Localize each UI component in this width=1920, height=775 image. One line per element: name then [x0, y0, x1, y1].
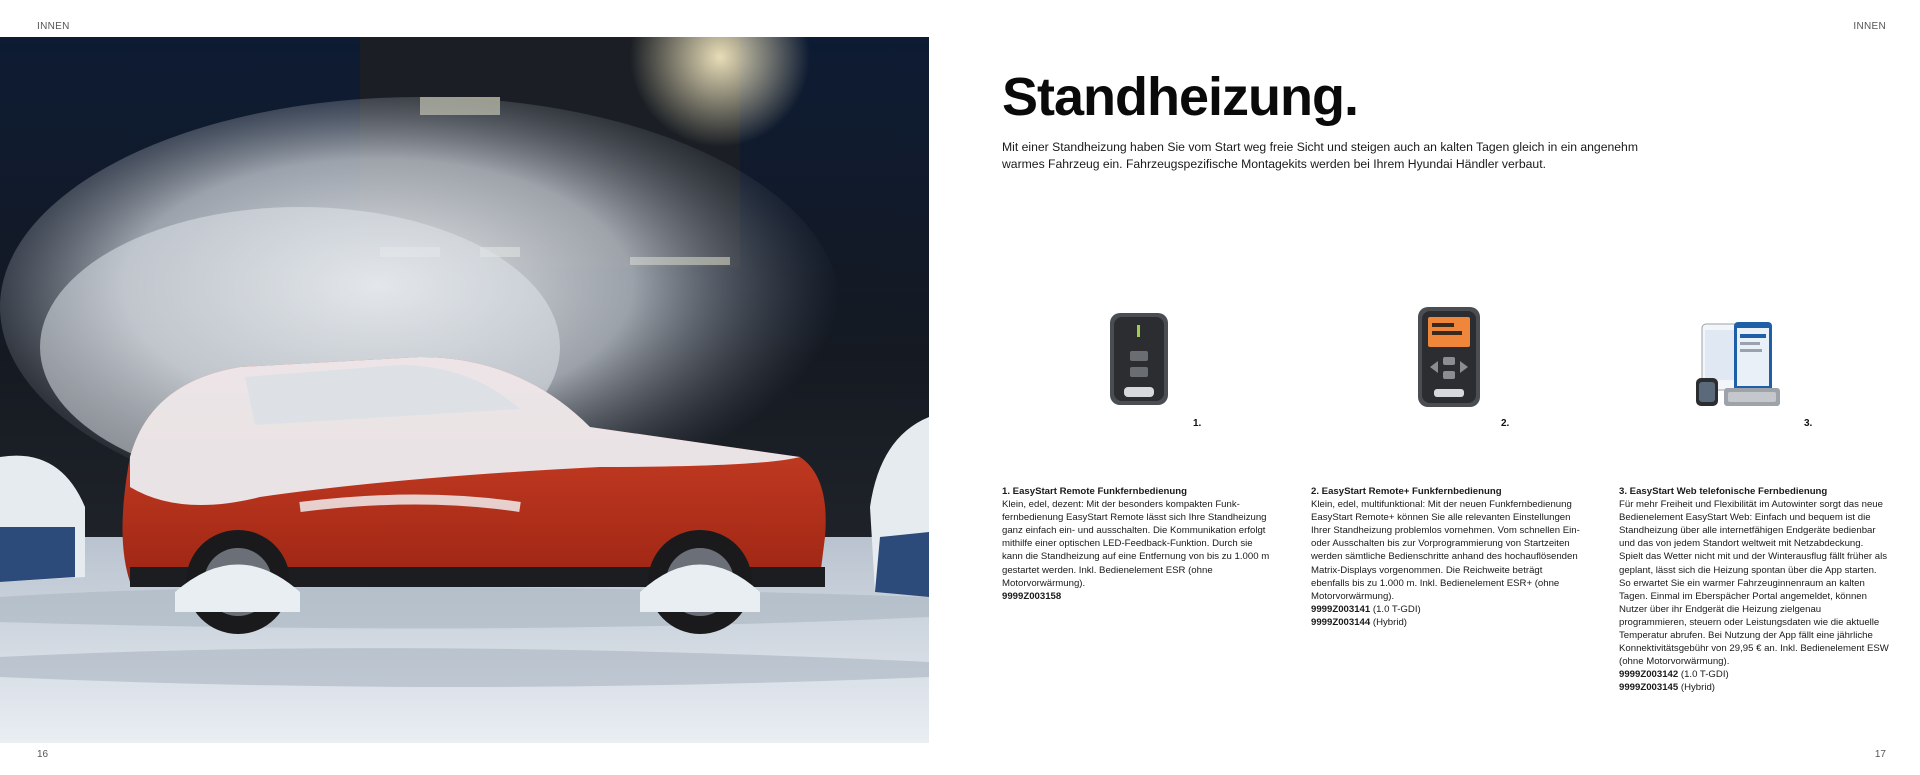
product-sku-1a: 9999Z003158 — [1002, 590, 1062, 602]
section-label-left: INNEN — [37, 21, 70, 32]
product-number-1: 1. — [1193, 418, 1202, 429]
product-sku-2a: 9999Z003141 (1.0 T-GDI) — [1311, 603, 1421, 615]
product-number-2: 2. — [1501, 418, 1510, 429]
product-body-1: Klein, edel, dezent: Mit der besonders kompakten Funkfernbedienung EasyStart Remote lässt sich Ihre Standheizung ganz einfach ein- und ausschalten. Die Kommunikation erfolgt mithilfe einer optischen LED-Feedback-Funktion. Durch sie kann die Standheizung auf eine Entfernung von bis zu 1.000 m gestartet werden. Inkl. Bedienelement ESR (ohne Motorvorwärmung). — [1002, 499, 1270, 589]
page-title: Standheizung. — [1002, 67, 1358, 127]
section-label-right: INNEN — [1853, 21, 1886, 32]
product-description-1 — [1002, 485, 1274, 603]
product-sku-2b: 9999Z003144 (Hybrid) — [1311, 616, 1407, 628]
product-description-2 — [1311, 485, 1583, 629]
product-number-3: 3. — [1804, 418, 1813, 429]
product-body-3: Für mehr Freiheit und Flexibilität im Autowinter sorgt das neue Bedienelement EasyStart Web: Einfach und bequem ist die Standheizung über alle internetfähigen Endgeräte bedienbar und das von jedem Standort weltweit mit Netzabdeckung. Spielt das Wetter nicht mit und der Winterausflug fällt früher als geplant, lässt sich die Heizung spontan über die App starten. So erwartet Sie ein warmer Fahrzeuginnenraum an kalten Tagen. Einmal im Eberspächer Portal angemeldet, können Nutzer über ihr Endgerät die Heizung zielgenau programmieren, steuern oder Leistungsdaten wie die aktuelle Temperatur abrufen. Bei Nutzung der App fällt eine jährliche Konnektivitätsgebühr von 29,95 € an. Inkl. Bedienelement ESW (ohne Motorvorwärmung). — [1619, 499, 1889, 668]
hero-photo — [0, 37, 929, 743]
product-description-3 — [1619, 485, 1889, 695]
product-sku-3b: 9999Z003145 (Hybrid) — [1619, 682, 1715, 694]
product-sku-3a: 9999Z003142 (1.0 T-GDI) — [1619, 669, 1729, 681]
product-title-3: 3. EasyStart Web telefonische Fernbedienung — [1619, 486, 1828, 497]
intro-paragraph: Mit einer Standheizung haben Sie vom Start weg freie Sicht und steigen auch an kalten Tagen gleich in ein angenehm warmes Fahrzeug ein. Fahrzeugspezifische Montagekits werden bei Ihrem Hyundai Händler verbaut. — [1002, 140, 1638, 171]
page-number-right: 17 — [1874, 749, 1886, 760]
page-number-left: 16 — [37, 749, 49, 760]
remote-display-icon — [1416, 305, 1482, 414]
product-title-1: 1. EasyStart Remote Funkfernbedienung — [1002, 486, 1187, 497]
remote-control-icon — [1108, 311, 1170, 412]
product-title-2: 2. EasyStart Remote+ Funkfernbedienung — [1311, 486, 1502, 497]
product-body-2: Klein, edel, multifunktional: Mit der neuen Funkfernbedienung EasyStart Remote+ können Sie alle relevanten Einstellungen Ihrer Standheizung problemlos vornehmen. Vom schnellen Ein- oder Ausschalten bis zur Vorprogrammierung von Startzeiten werden sämtliche Bedienschritte anhand des hochauflösenden Matrix-Displays vorgenommen. Die Reichweite beträgt ebenfalls bis zu 1.000 m. Inkl. Bedienelement ESR+ (ohne Motorvorwärmung). — [1311, 499, 1580, 602]
phone-watch-icon — [1694, 320, 1792, 417]
